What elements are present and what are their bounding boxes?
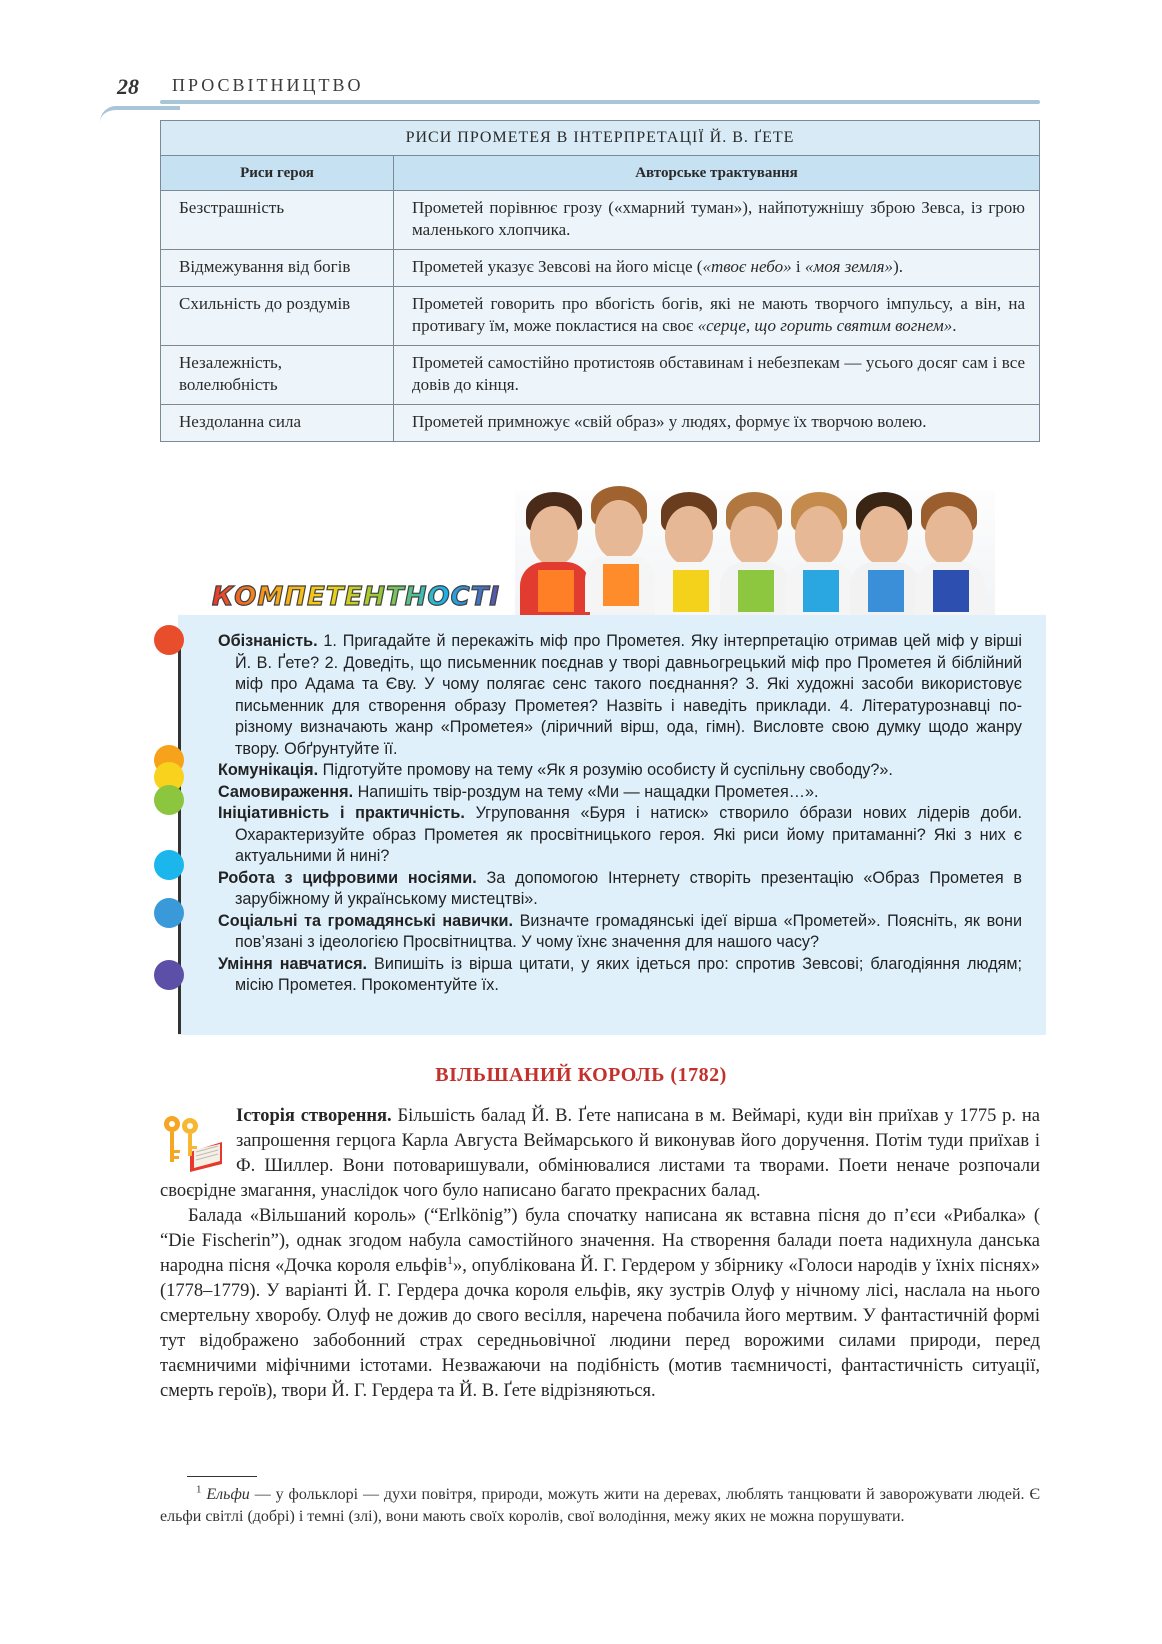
competency-item: Соціальні та громадянські навички. Визначте громадянські ідеї вірша «Прометей». Поясніть, як вони пов’язані з ідеологією Просвітництва. У чому їхнє значення для нашого часу? [218, 911, 1022, 951]
column-header-interpretation: Авторське трактування [394, 156, 1040, 191]
knowledge-dot-icon [154, 625, 184, 655]
table-title: РИСИ ПРОМЕТЕЯ В ІНТЕРПРЕТАЦІЇ Й. В. ҐЕТЕ [161, 121, 1040, 156]
initiative-dot-icon [154, 785, 184, 815]
footnote-rule [187, 1476, 257, 1477]
competency-item: Робота з цифровими носіями. За допомогою Інтернету створіть презентацію «Образ Прометея в зарубіжному й українському мистецтві». [218, 868, 1023, 908]
running-title: ПРОСВІТНИЦТВО [172, 75, 364, 95]
description-cell: Прометей указує Зевсові на його місце («твоє небо» і «моя земля»). [394, 250, 1040, 287]
description-cell: Прометей говорить про вбогість богів, які не мають творчого імпульсу, а він, на противагу їм, може покластися на своє «серце, що горить святим вогнем». [394, 287, 1040, 346]
social-dot-icon [154, 898, 184, 928]
table-row [161, 191, 1040, 250]
trait-cell: Безстрашність [161, 191, 394, 250]
table-row [161, 250, 1040, 287]
competency-item: Комунікація. Підготуйте промову на тему «Як я розумію особисту й суспільну свободу?». [218, 761, 893, 779]
competency-item: Обізнаність. 1. Пригадайте й перекажіть міф про Прометея. Яку інтерпретацію отримав цей міф у вірші Й. В. Ґете? 2. Доведіть, що письменник поєднав у творі давньогрецький міф про Прометея й біблійний міф про Адама та Єву. У чому полягає сенс такого поєднання? 3. Які художні засоби використовує письменник для створення образу Прометея? Назвіть і наведіть приклади. 4. Літературознавці по-різному визначають жанр «Прометея» (ліричний вірш, ода, гімн). Висловте свою думку щодо жанру твору. Обґрунтуйте її. [218, 632, 1023, 758]
table-row [161, 287, 1040, 346]
trait-cell: Відмежування від богів [161, 250, 394, 287]
footnote: $^1$ Ельфи — у фольклорі — духи повітря, природи, можуть жити на деревах, люблять танцювати й заворожувати людей. Є ельфи світлі (добрі) і темні (злі), вони мають своїх королів, свої володіння, межу яких не можна порушувати. [160, 1483, 1041, 1525]
competency-item: Самовираження. Напишіть твір-роздум на тему «Ми — нащадки Прометея…». [218, 782, 819, 801]
description-cell: Прометей самостійно протистояв обставинам і небезпекам — усього досяг сам і все довів до кінця. [394, 346, 1040, 405]
body-text [160, 1104, 1040, 1404]
competency-item: Ініціативність і практичність. Угруповання «Буря і натиск» створило óбрази нових лідерів доби. Охарактеризуйте образ Прометея як просвітницького героя. Які риси йому притаманні? Які з них є актуальними й нині? [218, 804, 1023, 865]
competencies-title: КОМПЕТЕНТНОСТІ [212, 582, 501, 612]
trait-cell: Нездоланна сила [161, 405, 394, 442]
table-row [161, 346, 1040, 405]
column-header-traits: Риси героя [161, 156, 394, 191]
paragraph: Балада «Вільшаний король» (“Erlkönig”) була спочатку написана як вставна пісня до п’єси «Рибалка» ( “Die Fischerin”), однак згодом набула самостійного значення. На створення балади поета надихнула данська народна пісня «Дочка короля ельфів$^1$», опублікована Й. Г. Гердером у збірнику «Голоси народів у їхніх піснях» (1778–1779). У варіанті Й. Г. Гердера дочка короля ельфів, яку зустрів Олуф у нічному лісі, наслала на нього смертельну хворобу. Олуф не дожив до свого весілля, наречена побачила його мертвим. У фантастичній формі тут відображено забобонний страх середньовічної людини перед ворожими силами природи, перед таємничими міфічними істотами. Незважаючи на подібність (мотив таємничості, фантастичність ситуації, смерть героїв), твори Й. Г. Гердера та Й. В. Ґете відрізняються. [160, 1206, 1040, 1401]
digital-dot-icon [154, 850, 184, 880]
competency-item: Уміння навчатися. Випишіть із вірша цитати, у яких ідеться про: спротив Зевсові; благодіяння людям; місію Прометея. Прокоментуйте їх. [218, 954, 1023, 994]
paragraph: Історія створення. Більшість балад Й. В. Ґете написана в м. Веймарі, куди він приїхав у 1775 р. на запрошення герцога Карла Августа Веймарського й виконував його доручення. Потім туди приїхав і Ф. Шиллер. Вони потоваришували, обмінювалися листами та творами. Поети неначе розпочали своєрідне змагання, унаслідок чого було написано багато прекрасних балад. [160, 1106, 1040, 1201]
trait-cell: Незалежність, волелюбність [161, 346, 394, 405]
header-rule [160, 100, 1040, 104]
table-row [161, 405, 1040, 442]
competencies-list [218, 631, 1022, 997]
description-cell: Прометей порівнює грозу («хмарний туман»), найпотужнішу зброю Зевса, із грою маленького хлопчика. [394, 191, 1040, 250]
learning-dot-icon [154, 960, 184, 990]
section-title: ВІЛЬШАНИЙ КОРОЛЬ (1782) [435, 1064, 727, 1086]
students-photo [515, 490, 995, 618]
traits-table [160, 120, 1040, 442]
page-number: 28 [117, 74, 139, 99]
description-cell: Прометей примножує «свій образ» у людях, формує їх творчою волею. [394, 405, 1040, 442]
trait-cell: Схильність до роздумів [161, 287, 394, 346]
